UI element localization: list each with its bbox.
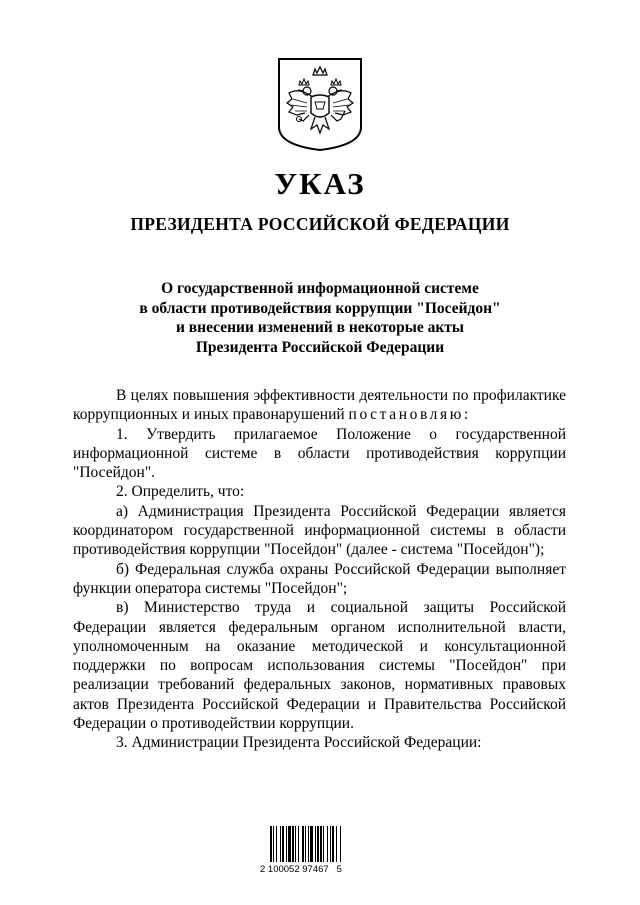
coat-of-arms-icon [277, 57, 363, 152]
barcode-number: 2 100052 97467 5 [260, 864, 342, 875]
paragraph-1: 1. Утвердить прилагаемое Положение о государственной информационной системе в области противодействия коррупции "Посейдон". [73, 425, 566, 482]
barcode-bar [330, 826, 331, 862]
barcode-bar [292, 826, 294, 862]
decree-heading-line: в области противодействия коррупции "Посейдон" [139, 299, 501, 317]
barcode-bar [295, 826, 296, 862]
paragraph-2b: б) Федеральная служба охраны Российской Федерации выполняет функции оператора системы "Посейдон"; [73, 560, 566, 597]
barcode-bar [308, 826, 309, 862]
barcode-bar [282, 826, 284, 862]
barcode-bars [264, 822, 376, 864]
paragraph-2c: в) Министерство труда и социальной защиты Российской Федерации является федеральным органом исполнительной власти, уполномоченным на оказание методической и консультационной поддержки по вопросам использования системы "Посейдон" при реализации требований федеральных законов, нормативных правовых актов Президента Российской Федерации и Правительства Российской Федерации о противодействии коррупции. [73, 599, 566, 733]
barcode-bar [276, 826, 277, 862]
decree-heading-line: О государственной информационной системе [161, 280, 479, 297]
barcode-bar [323, 826, 324, 862]
barcode-bar [298, 826, 299, 862]
barcode-bar [317, 826, 319, 862]
barcode-bar [280, 826, 281, 862]
barcode-bar [315, 826, 316, 862]
barcode-bar [288, 826, 291, 862]
barcode-bar [320, 826, 322, 862]
preamble-text: В целях повышения эффективности деятельности по профилактике коррупционных и иных правонарушений [73, 387, 566, 424]
barcode-bar [302, 826, 304, 862]
decree-body [73, 386, 566, 753]
barcode-bar [336, 826, 337, 862]
paragraph-2: 2. Определить, что: [116, 483, 245, 501]
barcode-bar [332, 826, 334, 862]
barcode-bar [273, 826, 274, 862]
barcode-bar [310, 826, 313, 862]
eagle-emblem-drawing [277, 57, 363, 152]
barcode-bar [286, 826, 287, 862]
barcode-bar [270, 826, 272, 862]
document-title: УКАЗ [274, 166, 366, 201]
decree-heading [0, 279, 640, 357]
paragraph-2a: а) Администрация Президента Российской Федерации является координатором государственной информационной системы в области противодействия коррупции "Посейдон" (далее - система "Посейдон"); [73, 502, 566, 559]
decree-heading-line: и внесении изменений в некоторые акты [175, 319, 464, 336]
barcode-bar [340, 826, 341, 862]
preamble-paragraph [73, 386, 566, 425]
document-subtitle: ПРЕЗИДЕНТА РОССИЙСКОЙ ФЕДЕРАЦИИ [130, 214, 510, 234]
decree-heading-line: Президента Российской Федерации [195, 338, 445, 356]
barcode-bar [327, 826, 328, 862]
preamble-keyword: постановляю: [348, 406, 471, 424]
paragraph-3: 3. Администрации Президента Российской Федерации: [116, 734, 482, 752]
barcode-bar [305, 826, 306, 862]
